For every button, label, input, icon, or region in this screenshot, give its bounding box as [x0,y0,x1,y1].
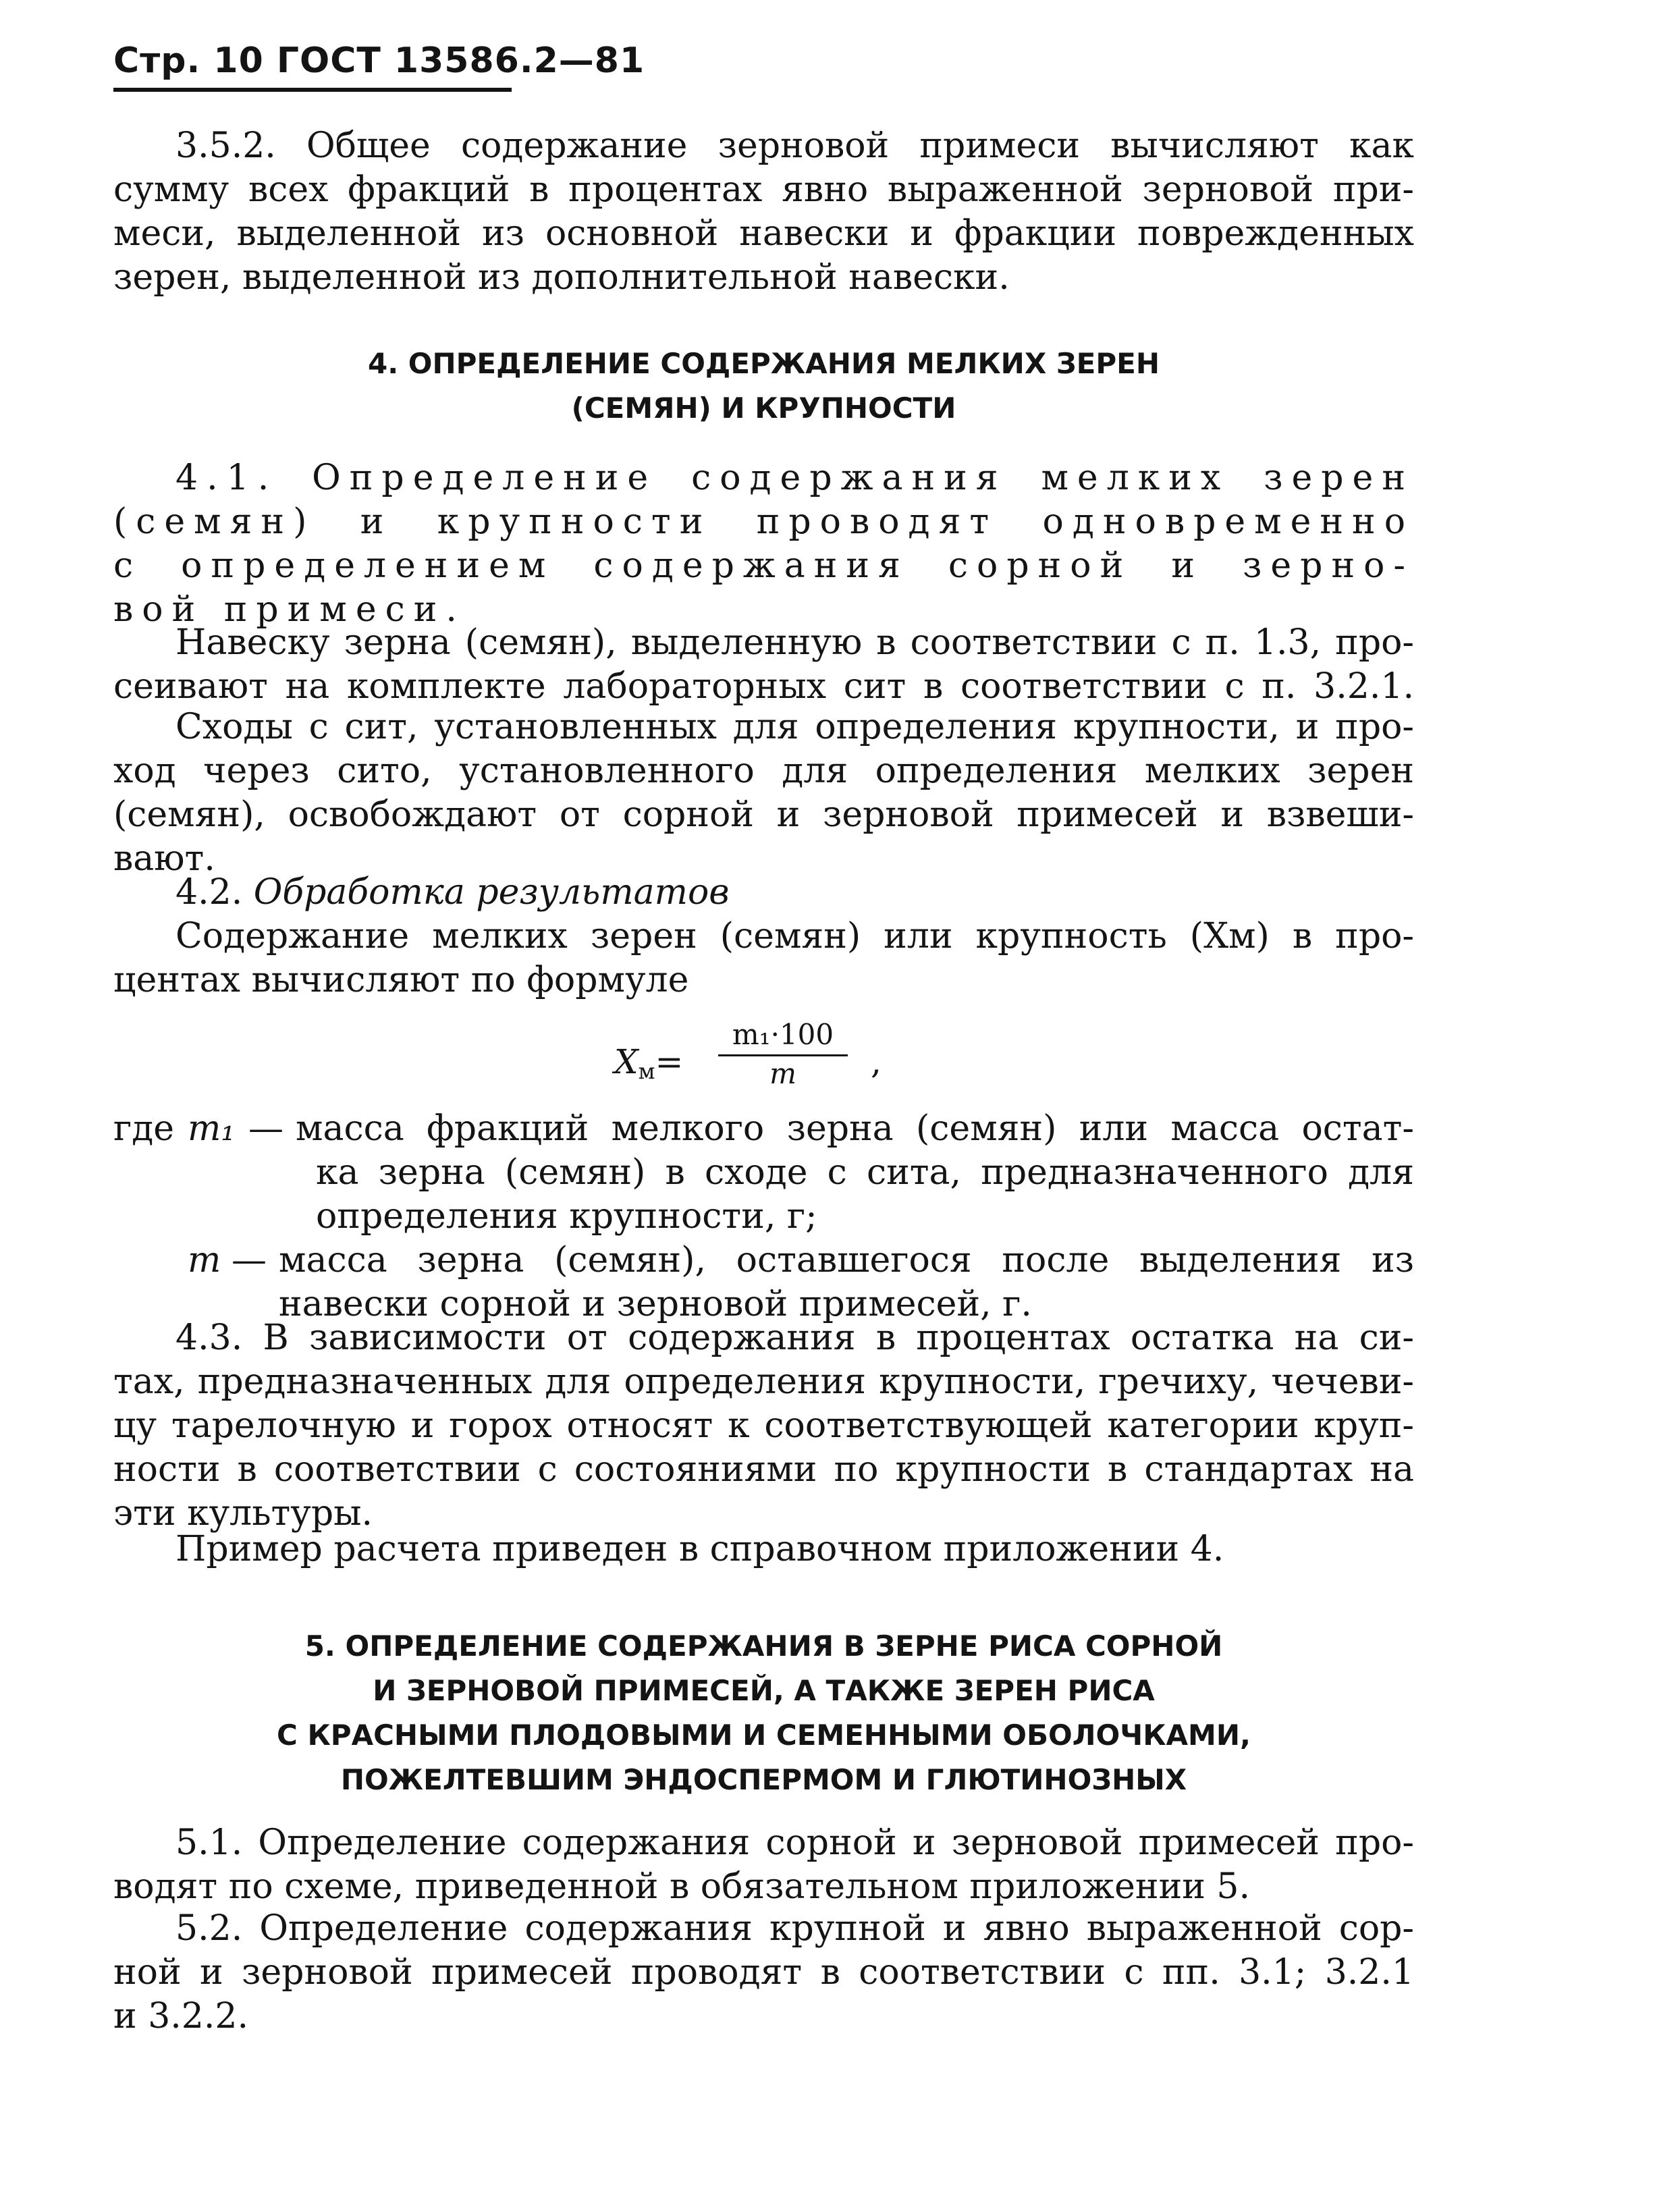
heading-line: И ЗЕРНОВОЙ ПРИМЕСЕЙ, А ТАКЖЕ ЗЕРЕН РИСА [373,1674,1155,1707]
formula-fraction [715,1018,850,1091]
text-line: сумму всех фракций в процентах явно выраженной зерновой при- [113,169,1414,210]
definition-intro: где [113,1108,175,1149]
definition-text: масса фракций мелкого зерна (семян) или масса остат- [296,1108,1414,1149]
definition-text: масса зерна (семян), оставшегося после выделения из [279,1240,1414,1280]
paragraph-4-2 [113,871,1414,1002]
clause-number: 4.2. [175,872,243,913]
definition-dash: — [248,1108,283,1149]
text-line: с определением содержания сорной и зерно- [113,545,1414,586]
text-line [113,871,1414,915]
definition-line [113,1239,1414,1283]
text-line: цу тарелочную и горох относят к соответствующей категории круп- [113,1405,1414,1446]
heading-line: 5. ОПРЕДЕЛЕНИЕ СОДЕРЖАНИЯ В ЗЕРНЕ РИСА СОРНОЙ [304,1629,1223,1663]
definition-dash: — [232,1240,267,1280]
definition-line [113,1195,1414,1239]
text-line: Навеску зерна (семян), выделенную в соответствии с п. 1.3, про- [175,622,1414,663]
paragraph-example [113,1528,1414,1571]
formula-comma: , [871,1042,882,1081]
text-line: 5.2. Определение содержания крупной и явно выраженной сор- [175,1908,1414,1949]
formula-sub: м [638,1058,655,1084]
text-line: сеивают на комплекте лабораторных сит в соответствии с п. 3.2.1. [113,666,1414,707]
paragraph-4-3 [113,1316,1414,1536]
text-line: Пример расчета приведен в справочном приложении 4. [175,1529,1224,1569]
text-line: 3.5.2. Общее содержание зерновой примеси вычисляют как [175,126,1414,166]
definition-line [113,1151,1414,1195]
formula-denominator: m [769,1057,796,1090]
text-line: вой примеси. [113,589,466,630]
formula [587,1018,938,1099]
definition-symbol: m [188,1240,221,1280]
text-line: (семян) и крупности проводят одновременно [113,502,1414,542]
text-line: 5.1. Определение содержания сорной и зерновой примесей про- [175,1823,1414,1863]
paragraph-4-1 [113,456,1414,632]
definition-text: определения крупности, г; [316,1196,817,1237]
paragraph-3-5-2 [113,124,1414,300]
text-line: и 3.2.2. [113,1996,249,2036]
text-line: вают. [113,838,215,879]
definition-line [113,1107,1414,1151]
text-line: ности в соответствии с состояниями по крупности в стандартах на [113,1449,1414,1490]
heading-line: 4. ОПРЕДЕЛЕНИЕ СОДЕРЖАНИЯ МЕЛКИХ ЗЕРЕН [367,347,1160,380]
paragraph-shody [113,705,1414,881]
text-line: 4.1. Определение содержания мелких зерен [175,458,1414,498]
paragraph-5-2 [113,1907,1414,2039]
text-line: тах, предназначенных для определения крупности, гречиху, чечеви- [113,1361,1414,1402]
text-line: центах вычисляют по формуле [113,960,689,1000]
text-line: ход через сито, установленного для определения мелких зерен [113,751,1414,791]
heading-line: С КРАСНЫМИ ПЛОДОВЫМИ И СЕМЕННЫМИ ОБОЛОЧКАМИ, [277,1719,1251,1752]
paragraph-5-1 [113,1821,1414,1909]
section-5-heading [113,1624,1414,1802]
formula-equals: = [655,1042,684,1081]
text-line: зерен, выделенной из дополнительной навески. [113,257,1010,298]
page-header: Стр. 10 ГОСТ 13586.2—81 [113,41,645,81]
definition-text: навески сорной и зерновой примесей, г. [279,1284,1032,1324]
header-underline [113,88,512,92]
text-line: Содержание мелких зерен (семян) или крупность (Xм) в про- [175,916,1414,956]
text-line: Сходы с сит, установленных для определения крупности, и про- [175,707,1414,747]
paragraph-naveska [113,621,1414,709]
text-line: водят по схеме, приведенной в обязательном приложении 5. [113,1866,1251,1907]
clause-title: Обработка результатов [253,872,730,913]
text-line: эти культуры. [113,1493,373,1534]
definitions [113,1107,1414,1326]
section-4-heading [113,342,1414,431]
heading-line: ПОЖЕЛТЕВШИМ ЭНДОСПЕРМОМ И ГЛЮТИНОЗНЫХ [340,1763,1187,1796]
formula-lhs [614,1042,683,1084]
definition-symbol: m₁ [188,1108,236,1149]
formula-numerator: m₁·100 [732,1018,834,1051]
text-line: 4.3. В зависимости от содержания в процентах остатка на си- [175,1318,1414,1358]
heading-line: (СЕМЯН) И КРУПНОСТИ [571,392,956,425]
text-line: ной и зерновой примесей проводят в соответствии с пп. 3.1; 3.2.1 [113,1952,1414,1993]
text-line: (семян), освобождают от сорной и зерновой примесей и взвеши- [113,794,1414,835]
formula-var: X [614,1042,639,1081]
text-line: меси, выделенной из основной навески и фракции поврежденных [113,213,1414,254]
definition-text: ка зерна (семян) в сходе с сита, предназначенного для [316,1152,1414,1193]
